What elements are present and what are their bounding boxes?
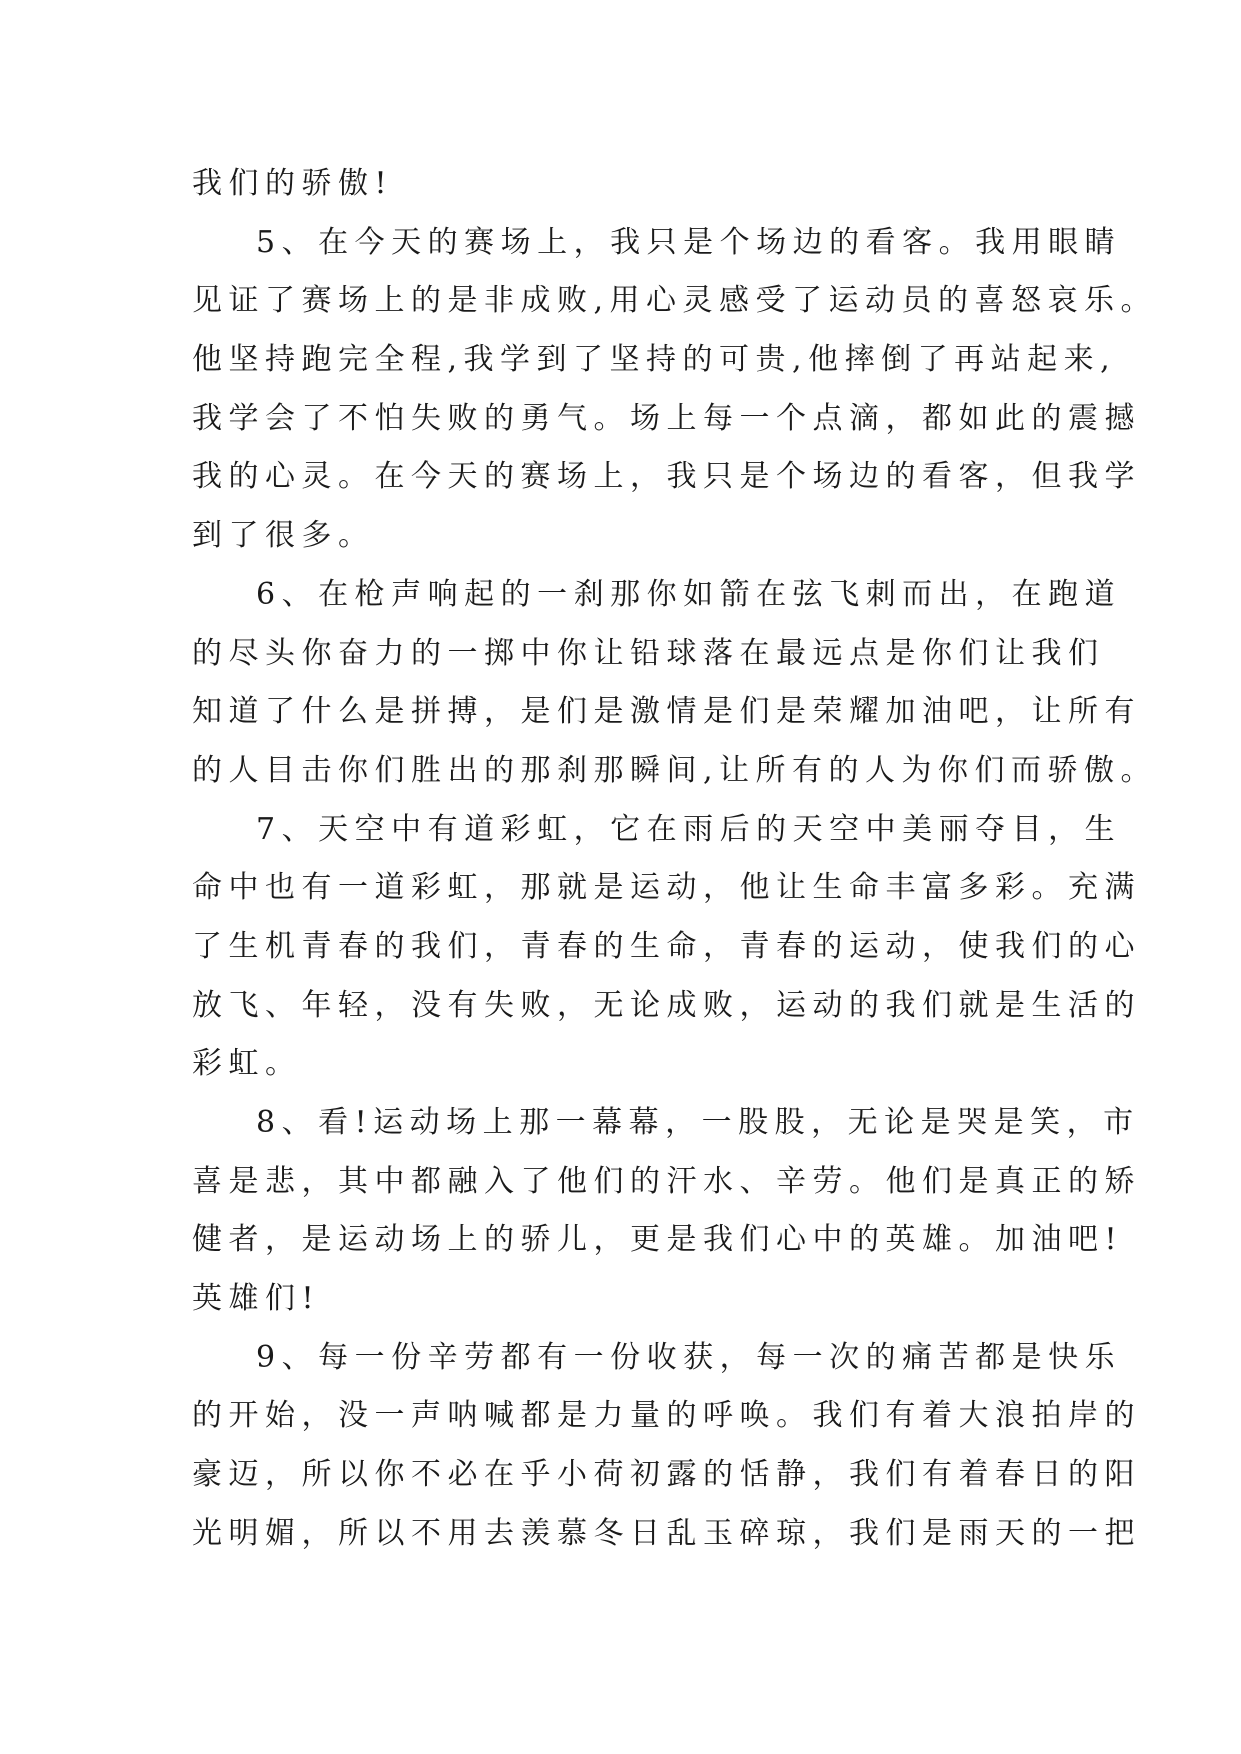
paragraph (192, 1329, 1141, 1564)
text-line: 8、看!运动场上那一幕幕，一股股，无论是哭是笑，市 (256, 1105, 1140, 1140)
paragraph (192, 801, 1141, 1094)
text-line: 到了很多。 (192, 518, 375, 554)
text-line: 7、天空中有道彩虹，它在雨后的天空中美丽夺目，生 (256, 811, 1122, 847)
text-line: 见证了赛场上的是非成败,用心灵感受了运动员的喜怒哀乐。 (192, 283, 1158, 319)
text-line: 豪迈，所以你不必在乎小荷初露的恬静，我们有着春日的阳 (192, 1457, 1141, 1493)
text-line: 6、在枪声响起的一刹那你如箭在弦飞刺而出，在跑道 (256, 576, 1122, 612)
text-line: 我的心灵。在今天的赛场上，我只是个场边的看客，但我学 (192, 459, 1141, 495)
text-line: 了生机青春的我们，青春的生命，青春的运动，使我们的心 (192, 928, 1141, 964)
text-line: 光明媚，所以不用去羡慕冬日乱玉碎琼，我们是雨天的一把 (192, 1515, 1141, 1551)
text-line: 命中也有一道彩虹，那就是运动，他让生命丰富多彩。充满 (192, 870, 1141, 906)
text-line: 放飞、年轻，没有失败，无论成败，运动的我们就是生活的 (192, 987, 1141, 1023)
text-line: 英雄们! (192, 1281, 321, 1317)
text-line: 他坚持跑完全程,我学到了坚持的可贵,他摔倒了再站起来, (192, 342, 1117, 378)
text-line: 知道了什么是拼搏，是们是激情是们是荣耀加油吧，让所有 (192, 694, 1141, 730)
text-line: 的人目击你们胜出的那刹那瞬间,让所有的人为你们而骄傲。 (192, 752, 1158, 788)
paragraph (192, 214, 1158, 566)
text-line: 的开始，没一声呐喊都是力量的呼唤。我们有着大浪拍岸的 (192, 1398, 1141, 1434)
paragraph (192, 566, 1158, 801)
text-line: 我学会了不怕失败的勇气。场上每一个点滴，都如此的震撼 (192, 400, 1141, 436)
paragraph (192, 1094, 1141, 1329)
text-line: 我们的骄傲! (192, 166, 394, 201)
text-line: 健者，是运动场上的骄儿，更是我们心中的英雄。加油吧! (192, 1222, 1124, 1258)
text-line: 5、在今天的赛场上，我只是个场边的看客。我用眼睛 (256, 224, 1122, 260)
text-line: 喜是悲，其中都融入了他们的汗水、辛劳。他们是真正的矫 (192, 1163, 1141, 1199)
paragraph (192, 155, 1092, 214)
text-line: 9、每一份辛劳都有一份收获，每一次的痛苦都是快乐 (256, 1339, 1122, 1375)
document-body (192, 155, 1158, 1564)
text-line: 彩虹。 (192, 1046, 302, 1082)
text-line: 的尽头你奋力的一掷中你让铅球落在最远点是你们让我们 (192, 635, 1105, 671)
